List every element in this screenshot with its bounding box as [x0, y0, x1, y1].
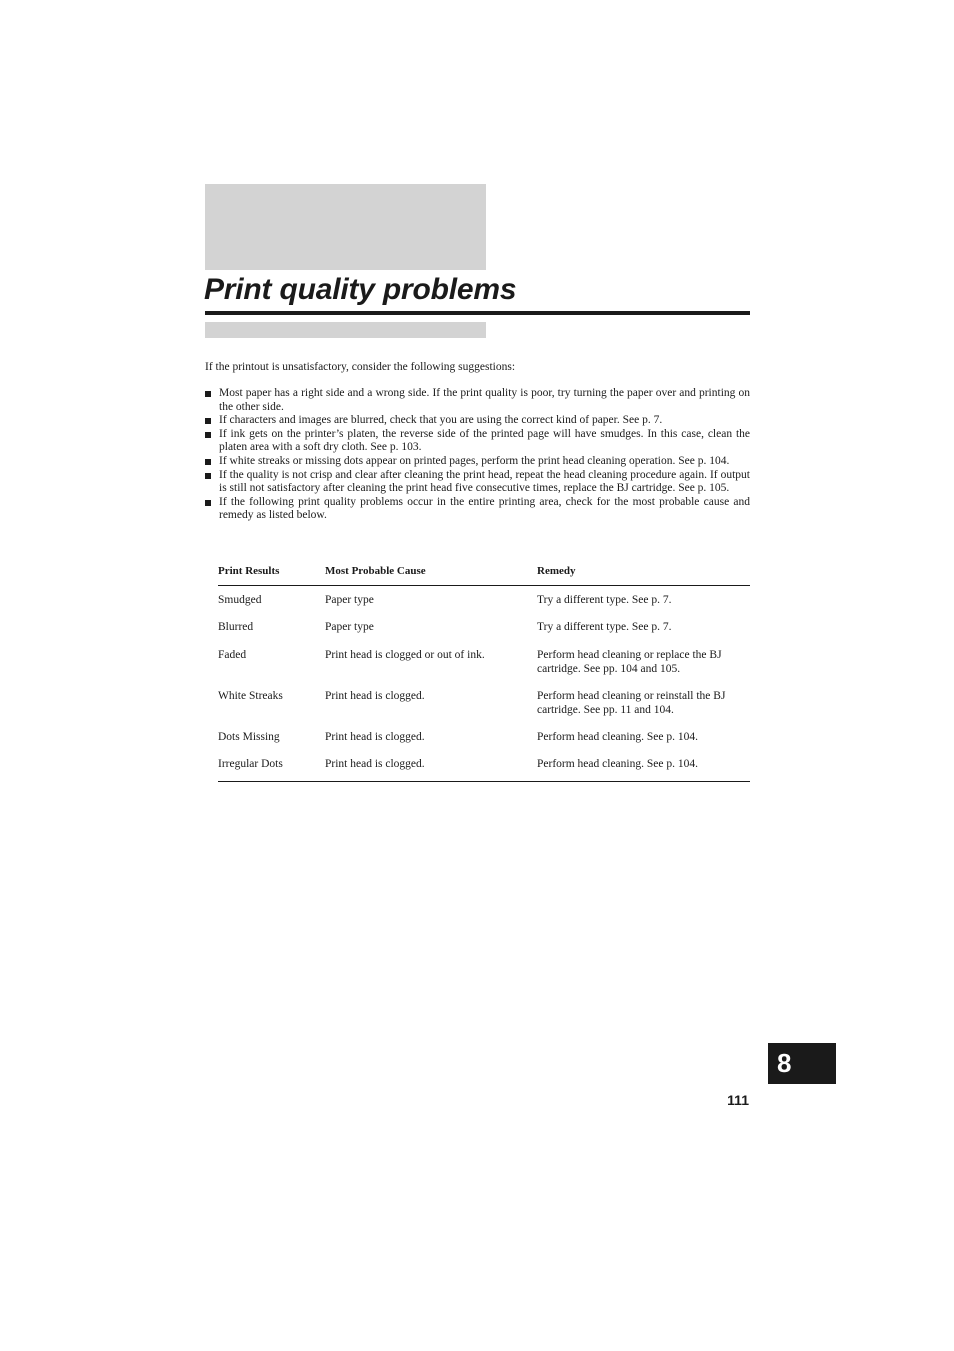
page-number: 111	[727, 1092, 749, 1108]
header-remedy: Remedy	[537, 565, 576, 577]
bullet-square-icon	[205, 473, 211, 479]
suggestion-text: Most paper has a right side and a wrong side. If the print quality is poor, try turning the paper over and printing on the other side.	[219, 387, 750, 413]
suggestion-list	[205, 387, 750, 523]
cause-cell: Paper type	[325, 594, 374, 606]
result-cell: Irregular Dots	[218, 758, 283, 770]
remedy-cell: Perform head cleaning or reinstall the BJ cartridge. See pp. 11 and 104.	[537, 690, 726, 716]
suggestion-text: If the following print quality problems occur in the entire printing area, check for the most probable cause and remedy as listed below.	[219, 495, 750, 522]
remedy-cell: Try a different type. See p. 7.	[537, 594, 672, 606]
remedy-cell: Try a different type. See p. 7.	[537, 621, 672, 633]
header-print-results: Print Results	[218, 565, 280, 577]
bullet-square-icon	[205, 432, 211, 438]
suggestion-item	[205, 469, 750, 496]
result-cell: Blurred	[218, 621, 254, 633]
suggestion-item	[205, 496, 750, 523]
cause-cell: Print head is clogged.	[325, 690, 425, 702]
suggestion-item	[205, 414, 750, 428]
suggestion-text: If white streaks or missing dots appear on printed pages, perform the print head cleaning operation. See p. 104.	[219, 454, 730, 467]
suggestion-text: If the quality is not crisp and clear after cleaning the print head, repeat the head cleaning procedure again. If output is still not satisfactory after cleaning the print head five consecutive times, replace the BJ cartridge. See p. 105.	[219, 468, 750, 495]
remedy-cell: Perform head cleaning. See p. 104.	[537, 758, 698, 770]
result-cell: White Streaks	[218, 690, 283, 702]
page-title: Print quality problems	[204, 273, 517, 306]
table-header-row	[218, 562, 750, 586]
result-cell: Dots Missing	[218, 731, 280, 743]
bullet-square-icon	[205, 459, 211, 465]
suggestion-text: If ink gets on the printer’s platen, the reverse side of the printed page will have smudges. In this case, clean the platen area with a soft dry cloth. See p. 103.	[219, 427, 750, 454]
header-gray-block	[205, 184, 486, 270]
bullet-square-icon	[205, 500, 211, 506]
cause-cell: Print head is clogged.	[325, 758, 425, 770]
suggestion-item	[205, 428, 750, 455]
title-rule	[205, 311, 750, 315]
chapter-tab: 8	[768, 1043, 836, 1084]
cause-cell: Print head is clogged or out of ink.	[325, 649, 485, 661]
remedy-cell: Perform head cleaning or replace the BJ cartridge. See pp. 104 and 105.	[537, 649, 722, 675]
bullet-square-icon	[205, 418, 211, 424]
intro-text: If the printout is unsatisfactory, consider the following suggestions:	[205, 361, 516, 373]
suggestion-text: If characters and images are blurred, check that you are using the correct kind of paper. See p. 7.	[219, 414, 663, 427]
bullet-square-icon	[205, 391, 211, 397]
remedy-cell: Perform head cleaning. See p. 104.	[537, 731, 698, 743]
cause-cell: Paper type	[325, 621, 374, 633]
suggestion-item	[205, 387, 750, 414]
header-most-probable-cause: Most Probable Cause	[325, 565, 426, 577]
subheader-gray-block	[205, 322, 486, 338]
print-quality-table	[218, 562, 750, 782]
result-cell: Smudged	[218, 594, 262, 606]
cause-cell: Print head is clogged.	[325, 731, 425, 743]
table-body	[218, 586, 750, 782]
suggestion-item	[205, 455, 750, 469]
result-cell: Faded	[218, 649, 247, 661]
